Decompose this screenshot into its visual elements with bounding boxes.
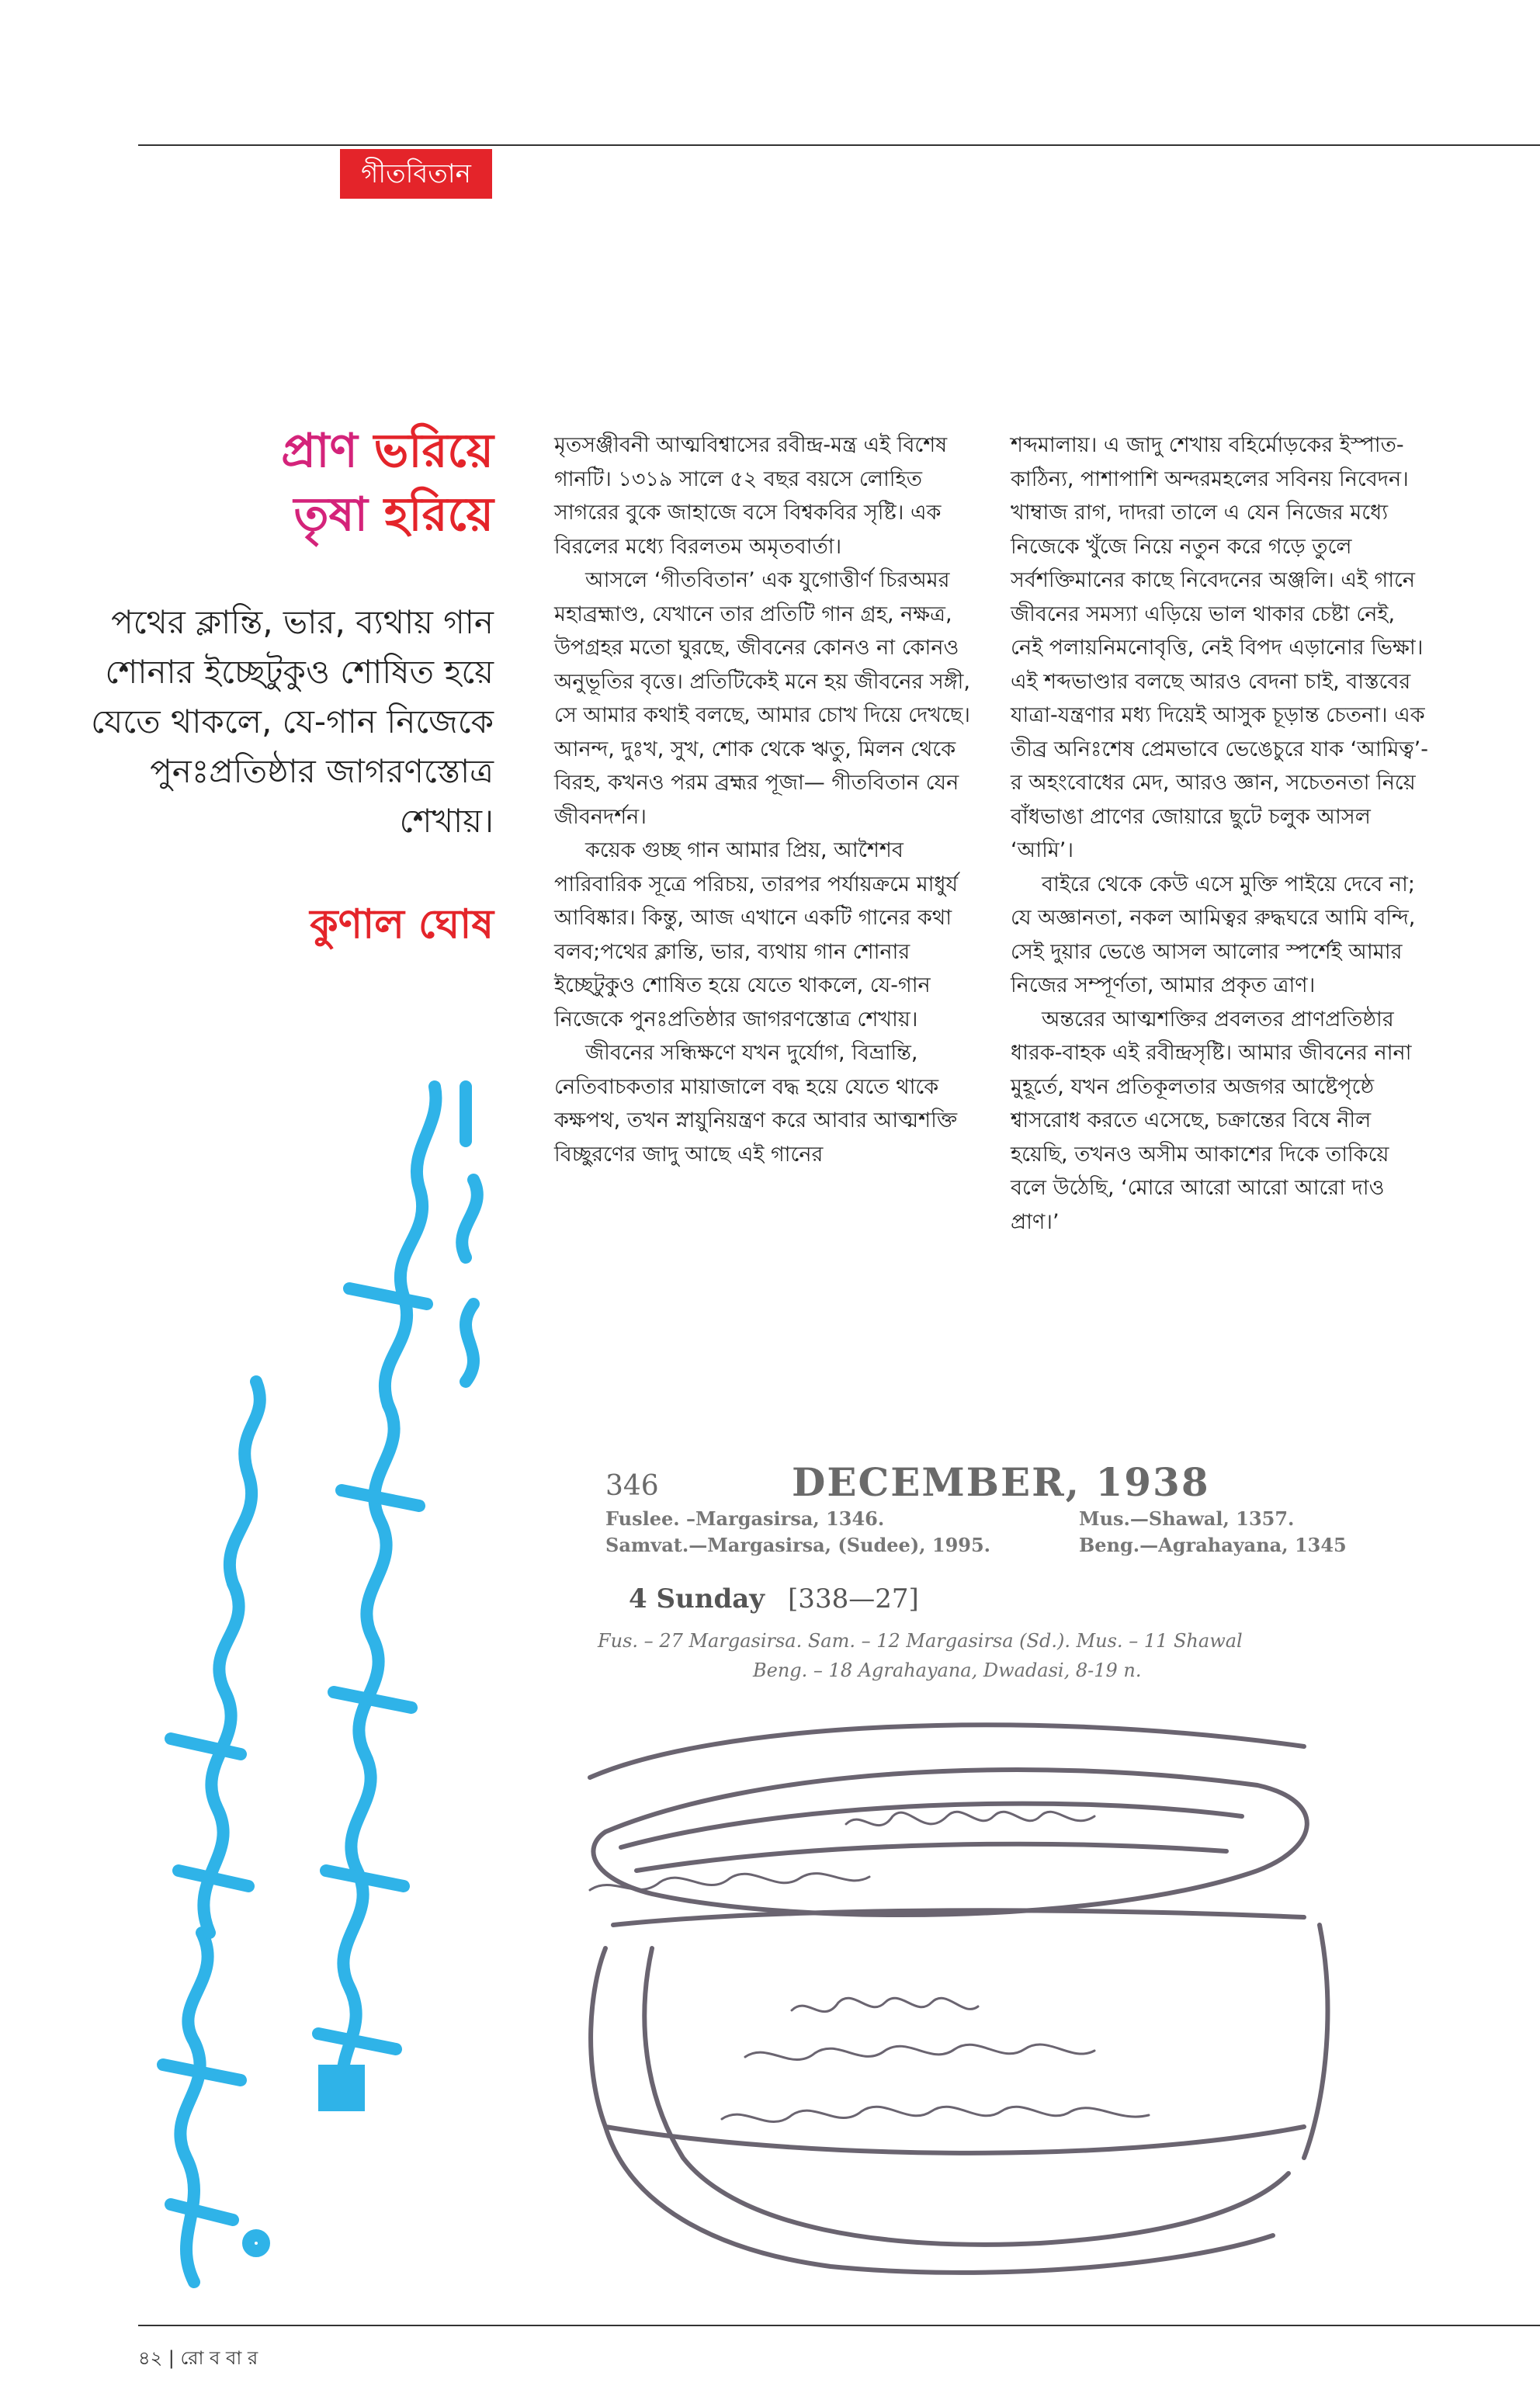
paragraph: শব্দমালায়। এ জাদু শেখায় বহির্মোড়কের ইস্পাত-কাঠিন্য, পাশাপাশি অন্দরমহলের সবিনয় নিবেদন। খাম্বাজ রাগ, দাদরা তালে এ যেন নিজের মধ্যে নিজেকে খুঁজে নিয়ে নতুন করে গড়ে তুলে সর্বশক্তিমানের কাছে নিবেদনের অঞ্জলি। এই গানে জীবনের সমস্যা এড়িয়ে ভাল থাকার চেষ্টা নেই, নেই পলায়নিমনোবৃত্তি, নেই বিপদ এড়ানোর ভিক্ষা। এই শব্দভাণ্ডার বলছে আরও বেদনা চাই, বাস্তবের যাত্রা-যন্ত্রণার মধ্য দিয়েই আসুক চূড়ান্ত চেতনা। এক তীব্র অনিঃশেষ প্রেমভাবে ভেঙেচুরে যাক ‘আমিত্ব’-র অহংবোধের মেদ, আরও জ্ঞান, সচেতনতা নিয়ে বাঁধভাঙা প্রাণের জোয়ারে ছুটে চলুক আসল ‘আমি’। — [1011, 433, 1428, 862]
diary-day-label: 4 Sunday — [629, 1583, 765, 1614]
page-footer: ৪২ | রো ব বা র — [138, 2347, 258, 2369]
diary-detail-line: Beng. – 18 Agrahayana, Dwadasi, 8-19 n. — [753, 1659, 1142, 1681]
article-title — [281, 419, 494, 546]
title-word: ভরিয়ে — [373, 424, 494, 478]
paragraph: বাইরে থেকে কেউ এসে মুক্তি পাইয়ে দেবে না; যে অজ্ঞানতা, নকল আমিত্বর রুদ্ধঘরে আমি বন্দি, সেই দুয়ার ভেঙে আসল আলোর স্পর্শেই আমার নিজের সম্পূর্ণতা, আমার প্রকৃত ত্রাণ। — [1011, 872, 1416, 997]
bottom-rule — [138, 2325, 1540, 2326]
diary-samvat: Samvat.—Margasirsa, (Sudee), 1995. — [605, 1534, 991, 1556]
title-word: হরিয়ে — [383, 487, 494, 542]
paragraph: জীবনের সন্ধিক্ষণে যখন দুর্যোগ, বিভ্রান্তি, নেতিবাচকতার মায়াজালে বদ্ধ হয়ে যেতে থাকে কক্ষপথ, তখন স্নায়ুনিয়ন্ত্রণ করে আবার আত্মশক্তি বিচ্ছুরণের জাদু আছে এই গানের — [554, 1041, 958, 1167]
diary-month: DECEMBER, 1938 — [792, 1459, 1210, 1505]
diary-fuslee: Fuslee. –Margasirsa, 1346. — [605, 1507, 885, 1530]
paragraph: অন্তরের আত্মশক্তির প্রবলতর প্রাণপ্রতিষ্ঠার ধারক-বাহক এই রবীন্দ্রসৃষ্টি। আমার জীবনের নানা মুহূর্তে, যখন প্রতিকূলতার অজগর আষ্টেপৃষ্ঠে শ্বাসরোধ করতে এসেছে, চক্রান্তের বিষে নীল হয়েছি, তখনও অসীম আকাশের দিকে তাকিয়ে বলে উঠেছি, ‘মোরে আরো আরো আরো দাও প্রাণ।’ — [1011, 1007, 1412, 1234]
diary-day-number: [338—27] — [788, 1583, 919, 1614]
paragraph: কয়েক গুচ্ছ গান আমার প্রিয়, আশৈশব পারিবারিক সূত্রে পরিচয়, তারপর পর্যায়ক্রমে মাধুর্য আবিষ্কার। কিন্তু, আজ এখানে একটি গানের কথা বলব;পথের ক্লান্তি, ভার, ব্যথায় গান শোনার ইচ্ছেটুকুও শোষিত হয়ে যেতে থাকলে, যে-গান নিজেকে পুনঃপ্রতিষ্ঠার জাগরণস্তোত্র শেখায়। — [554, 838, 959, 1032]
diary-page-number: 346 — [605, 1470, 659, 1502]
handwritten-signature — [140, 1056, 505, 2298]
paragraph: মৃতসঞ্জীবনী আত্মবিশ্বাসের রবীন্দ্র-মন্ত্র এই বিশেষ গানটি। ১৩১৯ সালে ৫২ বছর বয়সে লোহিত সাগরের বুকে জাহাজে বসে বিশ্বকবির সৃষ্টি। এক বিরলের মধ্যে বিরলতম অমৃতবার্তা। — [554, 433, 948, 559]
author-byline: কুণাল ঘোষ — [310, 901, 494, 948]
section-tag: গীতবিতান — [340, 149, 492, 199]
title-word: তৃষা — [293, 487, 368, 542]
diary-day — [629, 1583, 919, 1614]
standfirst: পথের ক্লান্তি, ভার, ব্যথায় গান শোনার ইচ্ছেটুকুও শোষিত হয়ে যেতে থাকলে, যে-গান নিজেকে পুনঃপ্রতিষ্ঠার জাগরণস্তোত্র শেখায়। — [91, 603, 494, 840]
title-word: প্রাণ — [281, 424, 358, 478]
article-column-1 — [554, 428, 973, 1171]
diary-mus: Mus.—Shawal, 1357. — [1079, 1507, 1295, 1530]
diary-handwriting — [559, 1692, 1366, 2329]
diary-beng: Beng.—Agrahayana, 1345 — [1079, 1534, 1347, 1556]
top-rule — [138, 144, 1540, 146]
paragraph: আসলে ‘গীতবিতান’ এক যুগোত্তীর্ণ চিরঅমর মহাব্রহ্মাণ্ড, যেখানে তার প্রতিটি গান গ্রহ, নক্ষত্র, উপগ্রহর মতো ঘুরছে, জীবনের কোনও না কোনও অনুভূতির বৃত্তে। প্রতিটিকেই মনে হয় জীবনের সঙ্গী, সে আমার কথাই বলছে, আমার চোখ দিয়ে দেখছে। আনন্দ, দুঃখ, সুখ, শোক থেকে ঋতু, মিলন থেকে বিরহ, কখনও পরম ব্রহ্মর পূজা— গীতবিতান যেন জীবনদর্শন। — [554, 568, 970, 829]
diary-page-image — [559, 1459, 1366, 2329]
article-column-2 — [1011, 428, 1430, 1239]
diary-detail-line: Fus. – 27 Margasirsa. Sam. – 12 Margasirsa (Sd.). Mus. – 11 Shawal — [598, 1630, 1243, 1652]
